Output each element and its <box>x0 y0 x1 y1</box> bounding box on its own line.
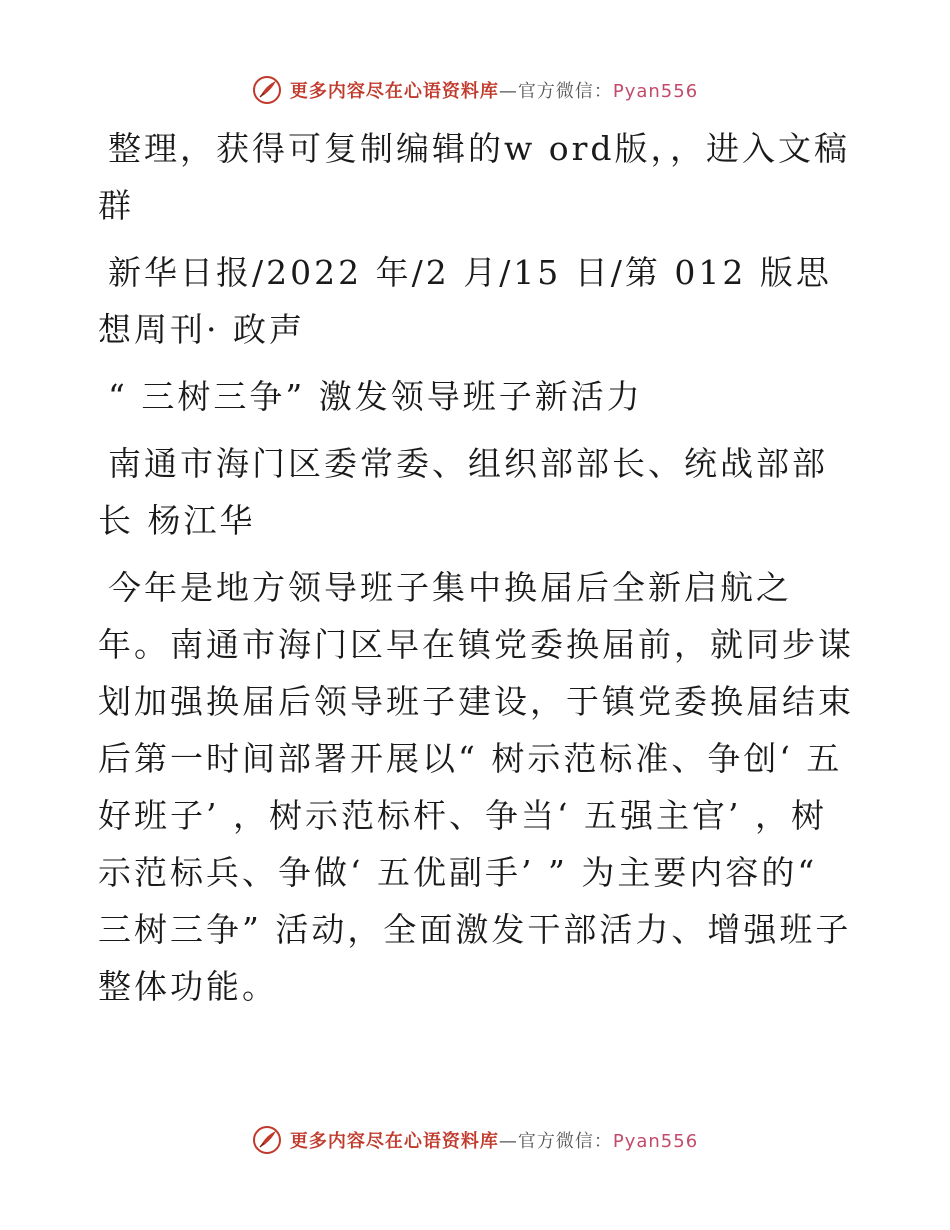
banner-site-text: 更多内容尽在心语资料库 <box>289 1131 499 1152</box>
header-banner <box>0 70 950 110</box>
intro-paragraph: 整理，获得可复制编辑的w ord版，，进入文稿群 <box>98 129 851 225</box>
banner-wechat-label: 官方微信： <box>517 1131 613 1152</box>
author-line: 南通市海门区委常委、组织部部长、统战部部长 杨江华 <box>98 444 828 540</box>
article-title: “ 三树三争” 激发领导班子新活力 <box>108 377 643 416</box>
banner-wechat-id: Pyan556 <box>612 81 699 102</box>
banner-site-text: 更多内容尽在心语资料库 <box>289 81 499 102</box>
banner-separator: — <box>498 1131 518 1152</box>
document-body <box>98 120 858 1025</box>
footer-banner <box>0 1120 950 1160</box>
quill-pen-logo-icon <box>252 1125 282 1155</box>
quill-pen-logo-icon <box>252 75 282 105</box>
banner-wechat-label: 官方微信： <box>517 81 613 102</box>
banner-wechat-id: Pyan556 <box>612 1131 699 1152</box>
banner-text <box>290 1127 698 1153</box>
banner-text <box>290 77 698 103</box>
banner-separator: — <box>498 81 518 102</box>
source-line: 新华日报/2022 年/2 月/15 日/第 012 版思想周刊· 政声 <box>98 253 832 349</box>
body-paragraph: 今年是地方领导班子集中换届后全新启航之年。南通市海门区早在镇党委换届前，就同步谋划加强换届后领导班子建设，于镇党委换届结束后第一时间部署开展以“ 树示范标准、争创‘ 五好班子’ ，树示范标杆、争当‘ 五强主官’ ，树示范标兵、争做‘ 五优副手’ ” 为主要内容的“ 三树三争” 活动，全面激发干部活力、增强班子整体功能。 <box>98 568 854 1006</box>
